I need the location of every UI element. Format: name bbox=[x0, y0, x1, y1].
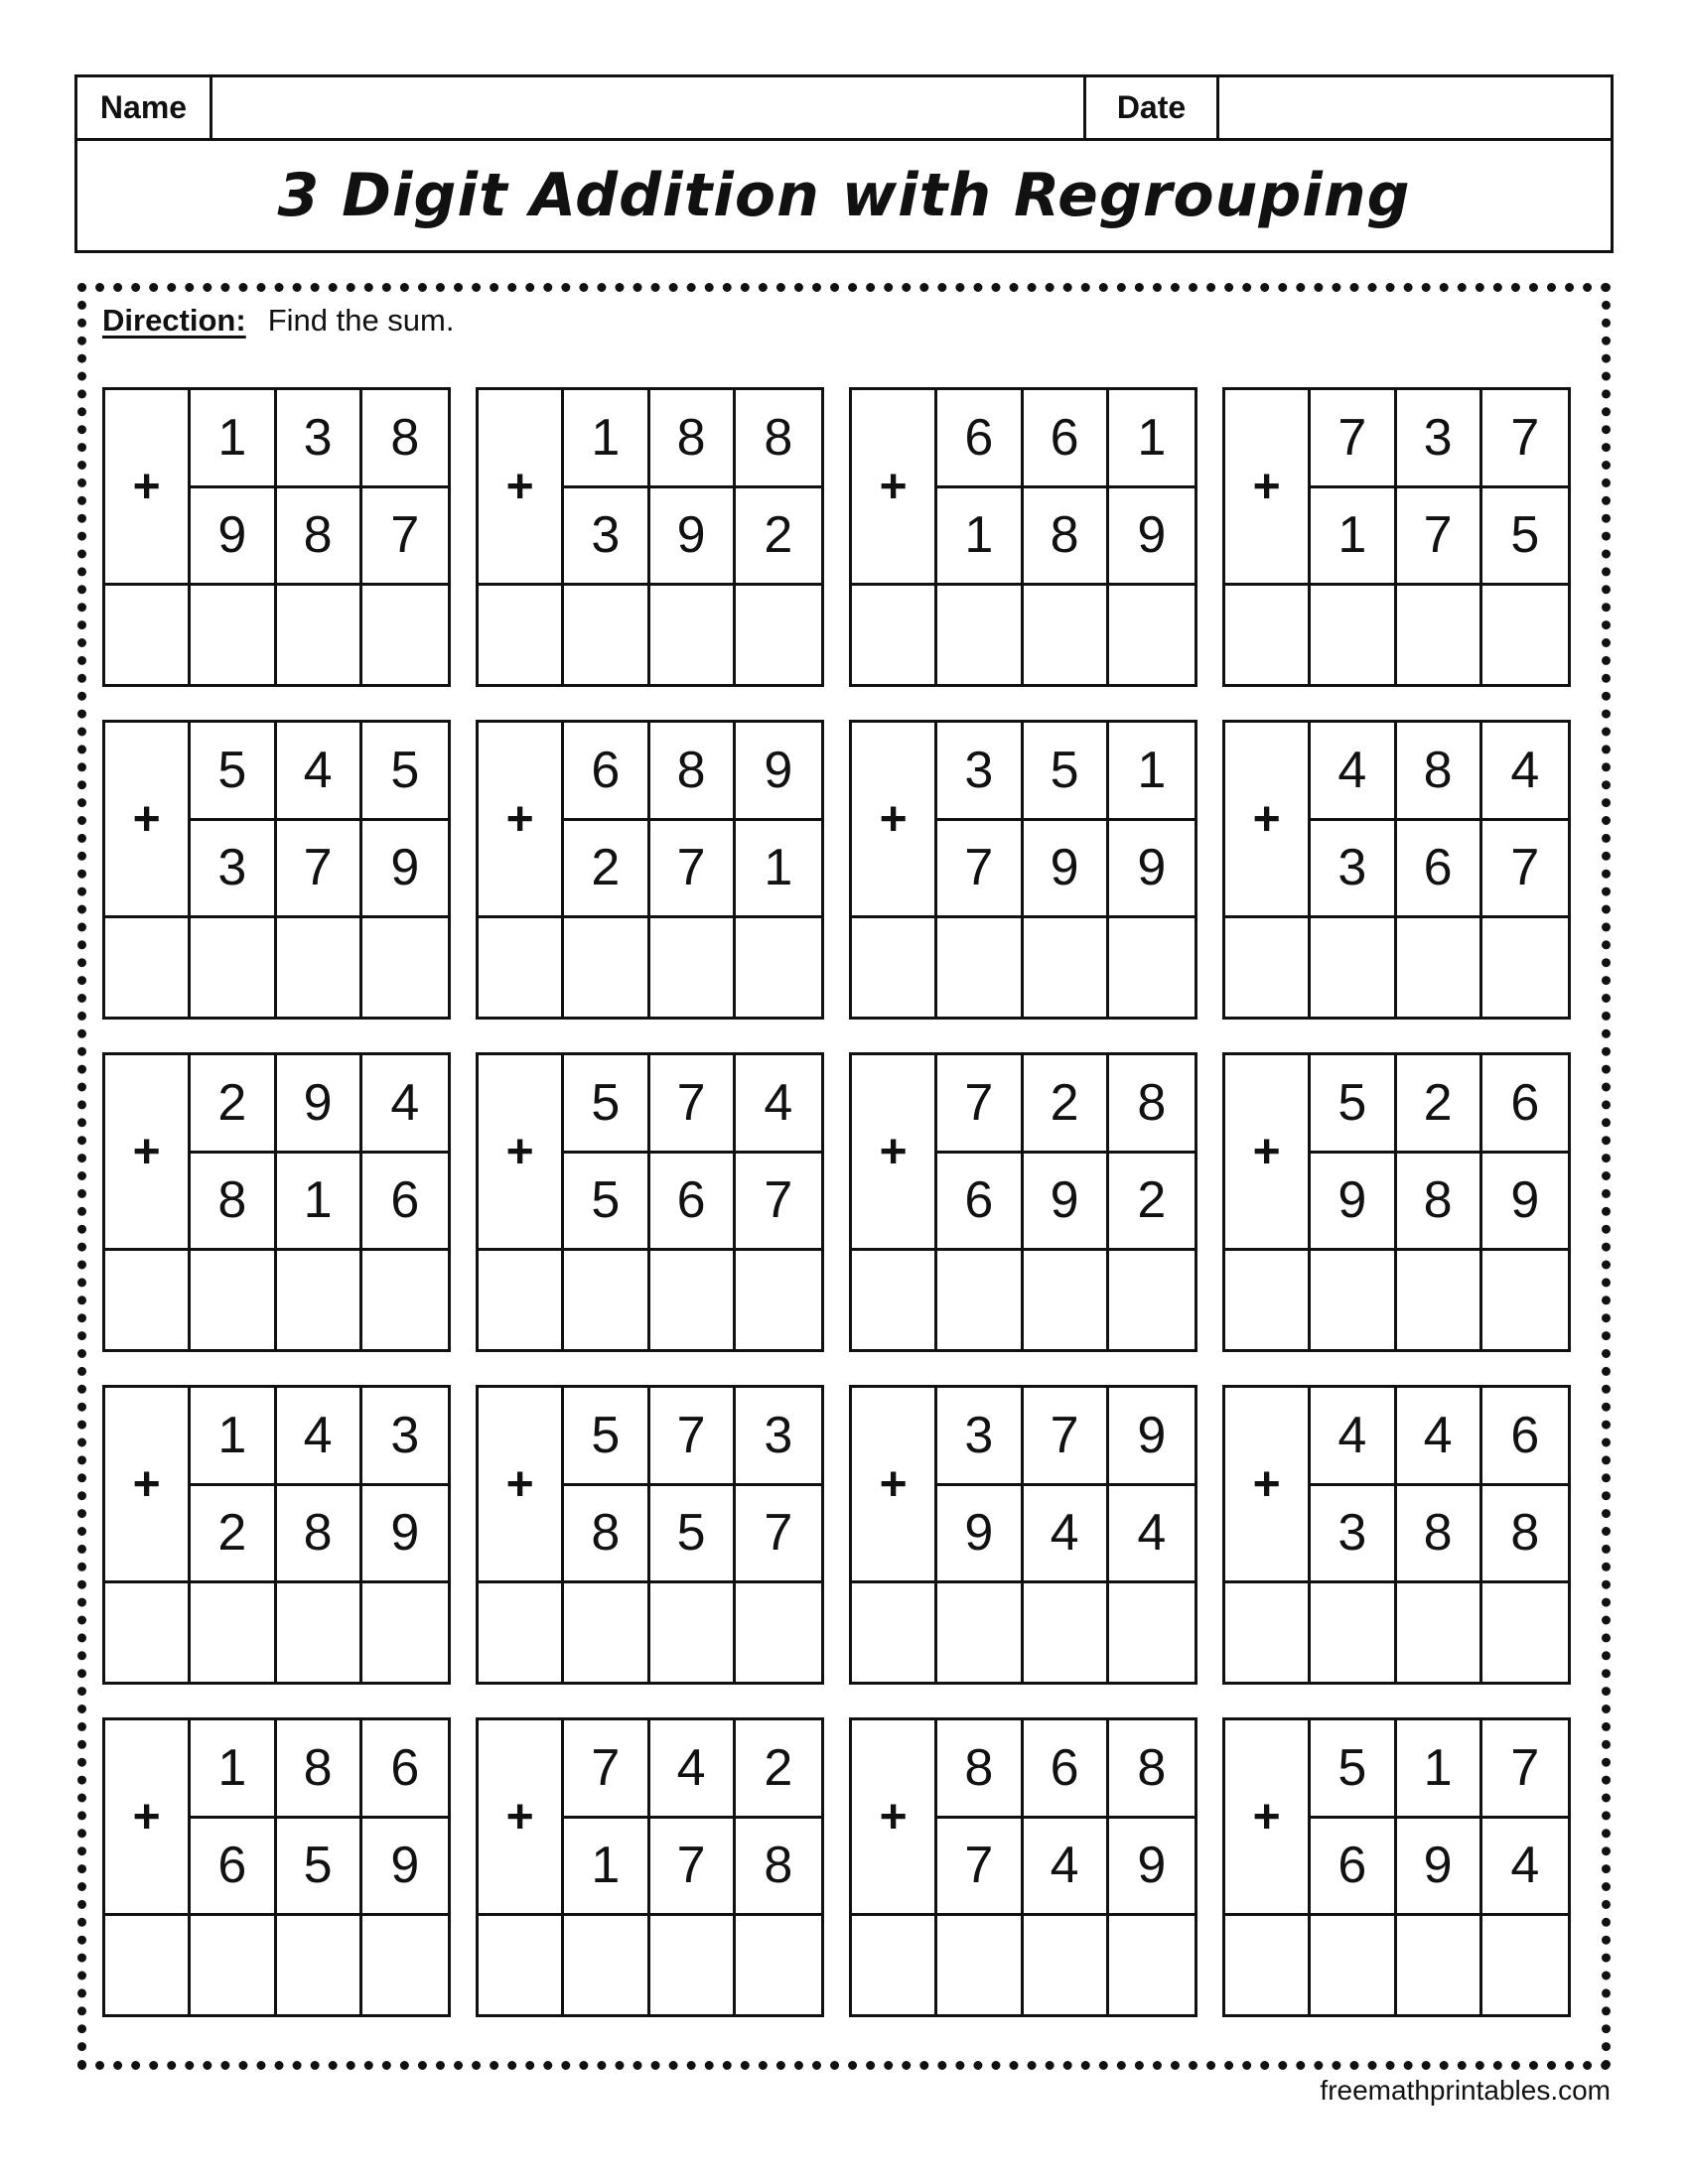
bottom-addend-digit: 8 bbox=[191, 1154, 276, 1252]
answer-cell[interactable] bbox=[564, 586, 649, 684]
bottom-addend-digit: 7 bbox=[362, 488, 448, 587]
top-addend-digit: 7 bbox=[1024, 1388, 1109, 1486]
answer-cell[interactable] bbox=[1109, 1251, 1195, 1349]
bottom-addend-digit: 8 bbox=[564, 1486, 649, 1584]
answer-cell[interactable] bbox=[1311, 918, 1396, 1017]
name-field[interactable] bbox=[212, 77, 1086, 138]
addition-problem bbox=[849, 387, 1197, 687]
bottom-addend-digit: 9 bbox=[1482, 1154, 1568, 1252]
top-addend-digit: 8 bbox=[277, 1720, 362, 1819]
answer-cell[interactable] bbox=[852, 1916, 937, 2014]
top-addend-digit: 4 bbox=[1397, 1388, 1482, 1486]
bottom-addend-digit: 9 bbox=[1024, 821, 1109, 919]
answer-cell[interactable] bbox=[736, 1916, 821, 2014]
top-addend-digit: 5 bbox=[191, 723, 276, 821]
top-addend-digit: 1 bbox=[1397, 1720, 1482, 1819]
worksheet-title: 3 Digit Addition with Regrouping bbox=[277, 161, 1411, 230]
answer-cell[interactable] bbox=[650, 918, 736, 1017]
addition-problem bbox=[1222, 1717, 1571, 2017]
answer-cell[interactable] bbox=[1311, 1251, 1396, 1349]
answer-cell[interactable] bbox=[1397, 1251, 1482, 1349]
addition-problem bbox=[849, 1717, 1197, 2017]
plus-sign: + bbox=[852, 390, 937, 586]
top-addend-digit: 8 bbox=[1397, 723, 1482, 821]
direction-label: Direction: bbox=[102, 303, 246, 338]
answer-cell[interactable] bbox=[650, 1583, 736, 1682]
answer-cell[interactable] bbox=[1225, 1583, 1311, 1682]
answer-cell[interactable] bbox=[1397, 1916, 1482, 2014]
top-addend-digit: 6 bbox=[937, 390, 1023, 488]
bottom-addend-digit: 8 bbox=[1024, 488, 1109, 587]
answer-cell[interactable] bbox=[937, 918, 1023, 1017]
bottom-addend-digit: 3 bbox=[191, 821, 276, 919]
top-addend-digit: 9 bbox=[277, 1055, 362, 1154]
top-addend-digit: 3 bbox=[1397, 390, 1482, 488]
bottom-addend-digit: 1 bbox=[564, 1819, 649, 1917]
top-addend-digit: 6 bbox=[362, 1720, 448, 1819]
bottom-addend-digit: 8 bbox=[277, 1486, 362, 1584]
top-addend-digit: 1 bbox=[1109, 723, 1195, 821]
answer-cell[interactable] bbox=[479, 1251, 564, 1349]
answer-cell[interactable] bbox=[852, 586, 937, 684]
answer-cell[interactable] bbox=[852, 1251, 937, 1349]
answer-cell[interactable] bbox=[105, 1583, 191, 1682]
top-addend-digit: 9 bbox=[736, 723, 821, 821]
top-addend-digit: 5 bbox=[564, 1055, 649, 1154]
answer-cell[interactable] bbox=[650, 586, 736, 684]
top-addend-digit: 9 bbox=[1109, 1388, 1195, 1486]
top-addend-digit: 6 bbox=[1482, 1388, 1568, 1486]
bottom-addend-digit: 6 bbox=[1397, 821, 1482, 919]
worksheet-header bbox=[74, 74, 1614, 253]
plus-sign: + bbox=[105, 390, 191, 586]
answer-cell[interactable] bbox=[736, 1251, 821, 1349]
bottom-addend-digit: 5 bbox=[1482, 488, 1568, 587]
answer-cell[interactable] bbox=[1225, 918, 1311, 1017]
addition-problem bbox=[102, 1385, 451, 1685]
addition-problem bbox=[102, 1052, 451, 1352]
top-addend-digit: 8 bbox=[650, 723, 736, 821]
bottom-addend-digit: 1 bbox=[937, 488, 1023, 587]
bottom-addend-digit: 7 bbox=[650, 821, 736, 919]
addition-problem bbox=[849, 1052, 1197, 1352]
bottom-addend-digit: 9 bbox=[1397, 1819, 1482, 1917]
top-addend-digit: 4 bbox=[277, 723, 362, 821]
bottom-addend-digit: 7 bbox=[650, 1819, 736, 1917]
addition-problem bbox=[1222, 720, 1571, 1020]
answer-cell[interactable] bbox=[564, 1916, 649, 2014]
answer-cell[interactable] bbox=[937, 1583, 1023, 1682]
top-addend-digit: 6 bbox=[1024, 1720, 1109, 1819]
bottom-addend-digit: 7 bbox=[1482, 821, 1568, 919]
date-field[interactable] bbox=[1219, 77, 1611, 138]
answer-cell[interactable] bbox=[479, 1916, 564, 2014]
bottom-addend-digit: 9 bbox=[650, 488, 736, 587]
bottom-addend-digit: 4 bbox=[1024, 1486, 1109, 1584]
top-addend-digit: 6 bbox=[1482, 1055, 1568, 1154]
answer-cell[interactable] bbox=[362, 1916, 448, 2014]
bottom-addend-digit: 8 bbox=[277, 488, 362, 587]
bottom-addend-digit: 1 bbox=[1311, 488, 1396, 587]
answer-cell[interactable] bbox=[1311, 1583, 1396, 1682]
bottom-addend-digit: 9 bbox=[1109, 1819, 1195, 1917]
bottom-addend-digit: 1 bbox=[277, 1154, 362, 1252]
top-addend-digit: 3 bbox=[362, 1388, 448, 1486]
bottom-addend-digit: 8 bbox=[736, 1819, 821, 1917]
bottom-addend-digit: 9 bbox=[1024, 1154, 1109, 1252]
answer-cell[interactable] bbox=[191, 1583, 276, 1682]
answer-cell[interactable] bbox=[564, 918, 649, 1017]
plus-sign: + bbox=[479, 1720, 564, 1916]
name-date-row bbox=[77, 77, 1611, 141]
bottom-addend-digit: 2 bbox=[1109, 1154, 1195, 1252]
answer-cell[interactable] bbox=[1109, 1583, 1195, 1682]
bottom-addend-digit: 5 bbox=[277, 1819, 362, 1917]
bottom-addend-digit: 3 bbox=[564, 488, 649, 587]
answer-cell[interactable] bbox=[736, 1583, 821, 1682]
answer-cell[interactable] bbox=[1024, 1583, 1109, 1682]
bottom-addend-digit: 9 bbox=[191, 488, 276, 587]
plus-sign: + bbox=[852, 1720, 937, 1916]
bottom-addend-digit: 4 bbox=[1482, 1819, 1568, 1917]
answer-cell[interactable] bbox=[1109, 1916, 1195, 2014]
answer-cell[interactable] bbox=[564, 1251, 649, 1349]
bottom-addend-digit: 9 bbox=[362, 1819, 448, 1917]
answer-cell[interactable] bbox=[852, 1583, 937, 1682]
answer-cell[interactable] bbox=[1397, 586, 1482, 684]
top-addend-digit: 2 bbox=[1397, 1055, 1482, 1154]
bottom-addend-digit: 9 bbox=[1311, 1154, 1396, 1252]
answer-cell[interactable] bbox=[1225, 1251, 1311, 1349]
bottom-addend-digit: 9 bbox=[362, 821, 448, 919]
top-addend-digit: 8 bbox=[1109, 1055, 1195, 1154]
bottom-addend-digit: 9 bbox=[1109, 821, 1195, 919]
answer-cell[interactable] bbox=[362, 918, 448, 1017]
direction-text: Find the sum. bbox=[267, 303, 455, 338]
answer-cell[interactable] bbox=[564, 1583, 649, 1682]
top-addend-digit: 1 bbox=[191, 1388, 276, 1486]
top-addend-digit: 1 bbox=[1109, 390, 1195, 488]
plus-sign: + bbox=[852, 1055, 937, 1251]
bottom-addend-digit: 2 bbox=[564, 821, 649, 919]
answer-cell[interactable] bbox=[277, 918, 362, 1017]
bottom-addend-digit: 7 bbox=[937, 821, 1023, 919]
answer-cell[interactable] bbox=[191, 1251, 276, 1349]
footer-credit: freemathprintables.com bbox=[1320, 2075, 1611, 2106]
answer-cell[interactable] bbox=[277, 1583, 362, 1682]
top-addend-digit: 4 bbox=[1311, 1388, 1396, 1486]
top-addend-digit: 2 bbox=[191, 1055, 276, 1154]
bottom-addend-digit: 9 bbox=[362, 1486, 448, 1584]
bottom-addend-digit: 5 bbox=[650, 1486, 736, 1584]
top-addend-digit: 1 bbox=[191, 390, 276, 488]
plus-sign: + bbox=[479, 1388, 564, 1583]
bottom-addend-digit: 4 bbox=[1109, 1486, 1195, 1584]
bottom-addend-digit: 7 bbox=[1397, 488, 1482, 587]
plus-sign: + bbox=[852, 723, 937, 918]
answer-cell[interactable] bbox=[1482, 586, 1568, 684]
answer-cell[interactable] bbox=[852, 918, 937, 1017]
problem-grid bbox=[102, 387, 1582, 2015]
top-addend-digit: 7 bbox=[1311, 390, 1396, 488]
bottom-addend-digit: 6 bbox=[937, 1154, 1023, 1252]
plus-sign: + bbox=[479, 390, 564, 586]
bottom-addend-digit: 8 bbox=[1397, 1154, 1482, 1252]
addition-problem bbox=[1222, 1052, 1571, 1352]
top-addend-digit: 7 bbox=[564, 1720, 649, 1819]
bottom-addend-digit: 7 bbox=[277, 821, 362, 919]
answer-cell[interactable] bbox=[105, 1251, 191, 1349]
answer-cell[interactable] bbox=[277, 1916, 362, 2014]
top-addend-digit: 1 bbox=[191, 1720, 276, 1819]
top-addend-digit: 1 bbox=[564, 390, 649, 488]
top-addend-digit: 8 bbox=[937, 1720, 1023, 1819]
bottom-addend-digit: 7 bbox=[736, 1154, 821, 1252]
addition-problem bbox=[476, 1717, 824, 2017]
answer-cell[interactable] bbox=[479, 586, 564, 684]
plus-sign: + bbox=[1225, 1388, 1311, 1583]
bottom-addend-digit: 6 bbox=[650, 1154, 736, 1252]
direction-line bbox=[102, 303, 455, 339]
answer-cell[interactable] bbox=[362, 586, 448, 684]
answer-cell[interactable] bbox=[277, 1251, 362, 1349]
bottom-addend-digit: 2 bbox=[191, 1486, 276, 1584]
name-label: Name bbox=[77, 77, 212, 138]
addition-problem bbox=[1222, 1385, 1571, 1685]
bottom-addend-digit: 2 bbox=[736, 488, 821, 587]
plus-sign: + bbox=[479, 723, 564, 918]
bottom-addend-digit: 1 bbox=[736, 821, 821, 919]
addition-problem bbox=[102, 1717, 451, 2017]
top-addend-digit: 8 bbox=[650, 390, 736, 488]
addition-problem bbox=[102, 720, 451, 1020]
bottom-addend-digit: 6 bbox=[191, 1819, 276, 1917]
top-addend-digit: 8 bbox=[736, 390, 821, 488]
answer-cell[interactable] bbox=[650, 1916, 736, 2014]
plus-sign: + bbox=[1225, 390, 1311, 586]
answer-cell[interactable] bbox=[1109, 586, 1195, 684]
plus-sign: + bbox=[1225, 1055, 1311, 1251]
addition-problem bbox=[849, 720, 1197, 1020]
top-addend-digit: 6 bbox=[1024, 390, 1109, 488]
answer-cell[interactable] bbox=[937, 586, 1023, 684]
top-addend-digit: 3 bbox=[937, 723, 1023, 821]
answer-cell[interactable] bbox=[1311, 1916, 1396, 2014]
top-addend-digit: 7 bbox=[1482, 390, 1568, 488]
plus-sign: + bbox=[105, 1720, 191, 1916]
top-addend-digit: 8 bbox=[362, 390, 448, 488]
top-addend-digit: 5 bbox=[564, 1388, 649, 1486]
plus-sign: + bbox=[105, 1055, 191, 1251]
top-addend-digit: 3 bbox=[937, 1388, 1023, 1486]
answer-cell[interactable] bbox=[362, 1583, 448, 1682]
answer-cell[interactable] bbox=[650, 1251, 736, 1349]
addition-problem bbox=[476, 1385, 824, 1685]
addition-problem bbox=[476, 387, 824, 687]
answer-cell[interactable] bbox=[1225, 1916, 1311, 2014]
top-addend-digit: 7 bbox=[650, 1055, 736, 1154]
answer-cell[interactable] bbox=[191, 1916, 276, 2014]
top-addend-digit: 5 bbox=[1311, 1720, 1396, 1819]
bottom-addend-digit: 6 bbox=[1311, 1819, 1396, 1917]
top-addend-digit: 7 bbox=[937, 1055, 1023, 1154]
answer-cell[interactable] bbox=[1397, 1583, 1482, 1682]
answer-cell[interactable] bbox=[1397, 918, 1482, 1017]
top-addend-digit: 5 bbox=[362, 723, 448, 821]
addition-problem bbox=[476, 720, 824, 1020]
addition-problem bbox=[1222, 387, 1571, 687]
answer-cell[interactable] bbox=[105, 1916, 191, 2014]
answer-cell[interactable] bbox=[1482, 1916, 1568, 2014]
answer-cell[interactable] bbox=[1482, 918, 1568, 1017]
answer-cell[interactable] bbox=[191, 918, 276, 1017]
answer-cell[interactable] bbox=[479, 1583, 564, 1682]
top-addend-digit: 4 bbox=[1482, 723, 1568, 821]
top-addend-digit: 4 bbox=[277, 1388, 362, 1486]
plus-sign: + bbox=[105, 723, 191, 918]
answer-cell[interactable] bbox=[479, 918, 564, 1017]
answer-cell[interactable] bbox=[277, 586, 362, 684]
answer-cell[interactable] bbox=[105, 586, 191, 684]
date-label: Date bbox=[1086, 77, 1219, 138]
plus-sign: + bbox=[852, 1388, 937, 1583]
top-addend-digit: 4 bbox=[1311, 723, 1396, 821]
answer-cell[interactable] bbox=[736, 918, 821, 1017]
answer-cell[interactable] bbox=[1024, 918, 1109, 1017]
answer-cell[interactable] bbox=[362, 1251, 448, 1349]
top-addend-digit: 3 bbox=[277, 390, 362, 488]
addition-problem bbox=[849, 1385, 1197, 1685]
answer-cell[interactable] bbox=[105, 918, 191, 1017]
answer-cell[interactable] bbox=[937, 1251, 1023, 1349]
top-addend-digit: 6 bbox=[564, 723, 649, 821]
answer-cell[interactable] bbox=[1482, 1251, 1568, 1349]
top-addend-digit: 4 bbox=[736, 1055, 821, 1154]
answer-cell[interactable] bbox=[937, 1916, 1023, 2014]
top-addend-digit: 5 bbox=[1024, 723, 1109, 821]
top-addend-digit: 2 bbox=[1024, 1055, 1109, 1154]
answer-cell[interactable] bbox=[1109, 918, 1195, 1017]
plus-sign: + bbox=[105, 1388, 191, 1583]
answer-cell[interactable] bbox=[736, 586, 821, 684]
answer-cell[interactable] bbox=[1024, 1251, 1109, 1349]
addition-problem bbox=[102, 387, 451, 687]
answer-cell[interactable] bbox=[1225, 586, 1311, 684]
answer-cell[interactable] bbox=[1024, 586, 1109, 684]
answer-cell[interactable] bbox=[1024, 1916, 1109, 2014]
bottom-addend-digit: 3 bbox=[1311, 821, 1396, 919]
top-addend-digit: 7 bbox=[1482, 1720, 1568, 1819]
bottom-addend-digit: 5 bbox=[564, 1154, 649, 1252]
bottom-addend-digit: 7 bbox=[937, 1819, 1023, 1917]
top-addend-digit: 4 bbox=[650, 1720, 736, 1819]
answer-cell[interactable] bbox=[1482, 1583, 1568, 1682]
bottom-addend-digit: 6 bbox=[362, 1154, 448, 1252]
top-addend-digit: 5 bbox=[1311, 1055, 1396, 1154]
bottom-addend-digit: 7 bbox=[736, 1486, 821, 1584]
bottom-addend-digit: 9 bbox=[937, 1486, 1023, 1584]
answer-cell[interactable] bbox=[191, 586, 276, 684]
top-addend-digit: 4 bbox=[362, 1055, 448, 1154]
plus-sign: + bbox=[479, 1055, 564, 1251]
bottom-addend-digit: 8 bbox=[1482, 1486, 1568, 1584]
top-addend-digit: 3 bbox=[736, 1388, 821, 1486]
plus-sign: + bbox=[1225, 723, 1311, 918]
bottom-addend-digit: 3 bbox=[1311, 1486, 1396, 1584]
bottom-addend-digit: 4 bbox=[1024, 1819, 1109, 1917]
top-addend-digit: 7 bbox=[650, 1388, 736, 1486]
addition-problem bbox=[476, 1052, 824, 1352]
answer-cell[interactable] bbox=[1311, 586, 1396, 684]
bottom-addend-digit: 9 bbox=[1109, 488, 1195, 587]
top-addend-digit: 2 bbox=[736, 1720, 821, 1819]
plus-sign: + bbox=[1225, 1720, 1311, 1916]
bottom-addend-digit: 8 bbox=[1397, 1486, 1482, 1584]
top-addend-digit: 8 bbox=[1109, 1720, 1195, 1819]
